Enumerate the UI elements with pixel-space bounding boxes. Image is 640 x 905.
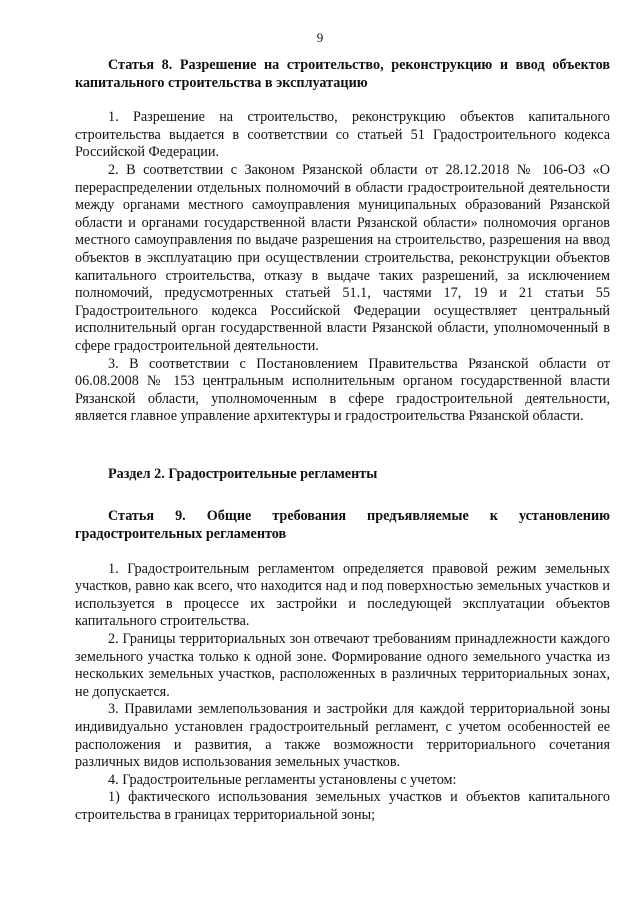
article-9-paragraph-3: 3. Правилами землепользования и застройки для каждой территориальной зоны индивидуально установлен градостроительный регламент, с учетом особенностей ее расположения и развития, а также возможности территориального сочетания различных видов использования земельных участков. xyxy=(75,701,610,771)
page-content xyxy=(75,57,610,825)
article-9-paragraph-1: 1. Градостроительным регламентом определяется правовой режим земельных участков, равно как всего, что находится над и под поверхностью земельных участков и используется в процессе их застройки и последующей эксплуатации объектов капитального строительства. xyxy=(75,560,610,630)
article-9-title: Статья 9. Общие требования предъявляемые к установлению градостроительных регламентов xyxy=(75,508,610,543)
article-8-paragraph-2: 2. В соответствии с Законом Рязанской области от 28.12.2018 № 106-ОЗ «О перераспределении отдельных полномочий в области градостроительной деятельности между органами местного самоуправления муниципальных образований Рязанской области и органами государственной власти Рязанской области» полномочия органов местного самоуправления по выдаче разрешения на строительство, разрешения на ввод объектов в эксплуатацию при осуществлении строительства, реконструкции объектов капитального строительства, отказу в выдаче таких разрешений, за исключением полномочий, предусмотренных статьей 51.1, частями 17, 19 и 21 статьи 55 Градостроительного кодекса Российской Федерации осуществляет центральный исполнительный орган государственной власти Рязанской области, уполномоченный в сфере градостроительной деятельности. xyxy=(75,161,610,354)
article-8-paragraph-3: 3. В соответствии с Постановлением Правительства Рязанской области от 06.08.2008 № 153 центральным исполнительным органом государственной власти Рязанской области, уполномоченным в сфере градостроительной деятельности, является главное управление архитектуры и градостроительства Рязанской области. xyxy=(75,355,610,425)
section-2-title: Раздел 2. Градостроительные регламенты xyxy=(108,465,378,482)
spacer xyxy=(75,544,610,561)
article-9-paragraph-4: 4. Градостроительные регламенты установлены с учетом: xyxy=(108,771,457,788)
page-number: 9 xyxy=(316,30,324,45)
article-9-list-item-1: 1) фактического использования земельных участков и объектов капитального строительства в границах территориальной зоны; xyxy=(75,789,610,823)
article-8-paragraph-1: 1. Разрешение на строительство, реконструкцию объектов капитального строительства выдается в соответствии со статьей 51 Градостроительного кодекса Российской Федерации. xyxy=(75,109,610,161)
article-8-title: Статья 8. Разрешение на строительство, реконструкцию и ввод объектов капитального строительства в эксплуатацию xyxy=(75,57,610,91)
spacer xyxy=(75,92,610,109)
article-9-paragraph-2: 2. Границы территориальных зон отвечают требованиям принадлежности каждого земельного участка только к одной зоне. Формирование одного земельного участка из нескольких земельных участков, расположенных в различных территориальных зонах, не допускается. xyxy=(75,631,610,700)
